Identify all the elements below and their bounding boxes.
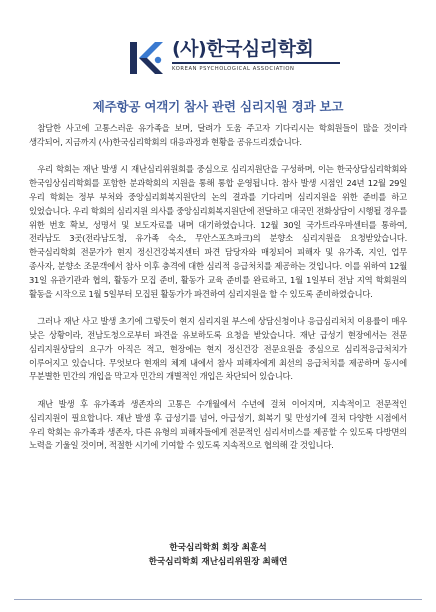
letterhead-rule xyxy=(172,62,340,64)
signature-block xyxy=(0,541,436,569)
org-name-korean: (사)한국심리학회 xyxy=(172,38,314,60)
signature-president: 한국심리학회 회장 최훈석 xyxy=(169,543,267,553)
footer-rule xyxy=(14,599,422,600)
paragraph-response-process: 우리 학회는 재난 발생 시 재난심리위원회를 중심으로 심리지원단을 구성하며, 이는 한국상담심리학회와 한국임상심리학회를 포함한 분과학회의 지원을 통해 통합 운영됩니다. 참사 발생 시점인 24년 12월 29일 우리 학회는 정부 부처와 중앙심리회복지원단의 논의 결과를 기다리며 심리지원을 위한 준비를 하고 있었습니다. 우리 학회의 심리지원 의사를 중앙심리회복지원단에 전달하고 대국민 전화상담이 시행될 경우를 위한 번호 확보, 성명서 및 보도자료를 내며 대기하였습니다. 12월 30일 국가트라우마센터를 통하여, 전라남도 3곳(전라남도청, 유가족 숙소, 무안스포츠파크)의 분향소 심리지원을 요청받았습니다. 한국심리학회 전문가가 현지 정신건강복지센터 파견 담당자와 매칭되어 피해자 및 유가족, 지인, 업무 종사자, 분향소 조문객에서 참사 이후 충격에 대한 심리적 응급처치를 제공하는 것입니다. 이를 위하여 12월 31일 유관기관과 협의, 활동가 모집 준비, 활동가 교육 준비를 완료하고, 1월 1일부터 전남 지역 학회원의 활동을 시작으로 1월 5일부터 모집된 활동가가 파견하여 심리지원을 할 수 있도록 준비하였습니다. xyxy=(29,164,407,299)
kpa-logo-icon xyxy=(128,38,166,78)
paragraph-future-plan: 재난 발생 후 유가족과 생존자의 고통은 수개월에서 수년에 걸쳐 이어지며, 지속적이고 전문적인 심리지원이 필요합니다. 재난 발생 후 급성기를 넘어, 아급성기, 회복기 및 만성기에 걸쳐 다양한 시점에서 우리 학회는 유가족과 생존자, 다른 유형의 피해자들에게 전문적인 심리서비스를 제공할 수 있도록 다방면의 노력을 기울일 것이며, 적절한 시기에 기여할 수 있도록 지속적으로 협의해 갈 것입니다. xyxy=(29,398,407,451)
letterhead xyxy=(128,38,340,78)
org-name-english: KOREAN PSYCHOLOGICAL ASSOCIATION xyxy=(172,66,295,72)
signature-committee-chair: 한국심리학회 재난심리위원장 최해연 xyxy=(148,557,288,567)
document-body xyxy=(29,122,407,467)
paragraph-intro: 참담한 사고에 고통스러운 유가족을 보며, 달려가 도움 주고자 기다리시는 학회원들이 많을 것이라 생각되어, 지금까지 (사)한국심리학회의 대응과정과 현황을 공유드리겠습니다. xyxy=(29,123,407,147)
document-title: 제주항공 여객기 참사 관련 심리지원 경과 보고 xyxy=(92,99,344,114)
paragraph-current-status: 그러나 재난 사고 발생 초기에 그렇듯이 현지 심리지원 부스에 상담신청이나 응급심리처치 이용률이 매우 낮은 상황이라, 전남도청으로부터 파견을 유보하도록 요청을 받았습니다. 재난 급성기 현장에서는 전문 심리지원상담의 요구가 아직은 적고, 현장에는 현지 정신건강 전문요원을 중심으로 심리적응급처치가 이루어지고 있습니다. 무엇보다 현재의 체계 내에서 참사 피해자에게 최선의 응급처치를 제공하며 동시에 무분별한 민간의 개입을 막고자 민간의 개별적인 개입은 차단되어 있습니다. xyxy=(29,316,407,382)
org-name-block xyxy=(172,38,340,72)
